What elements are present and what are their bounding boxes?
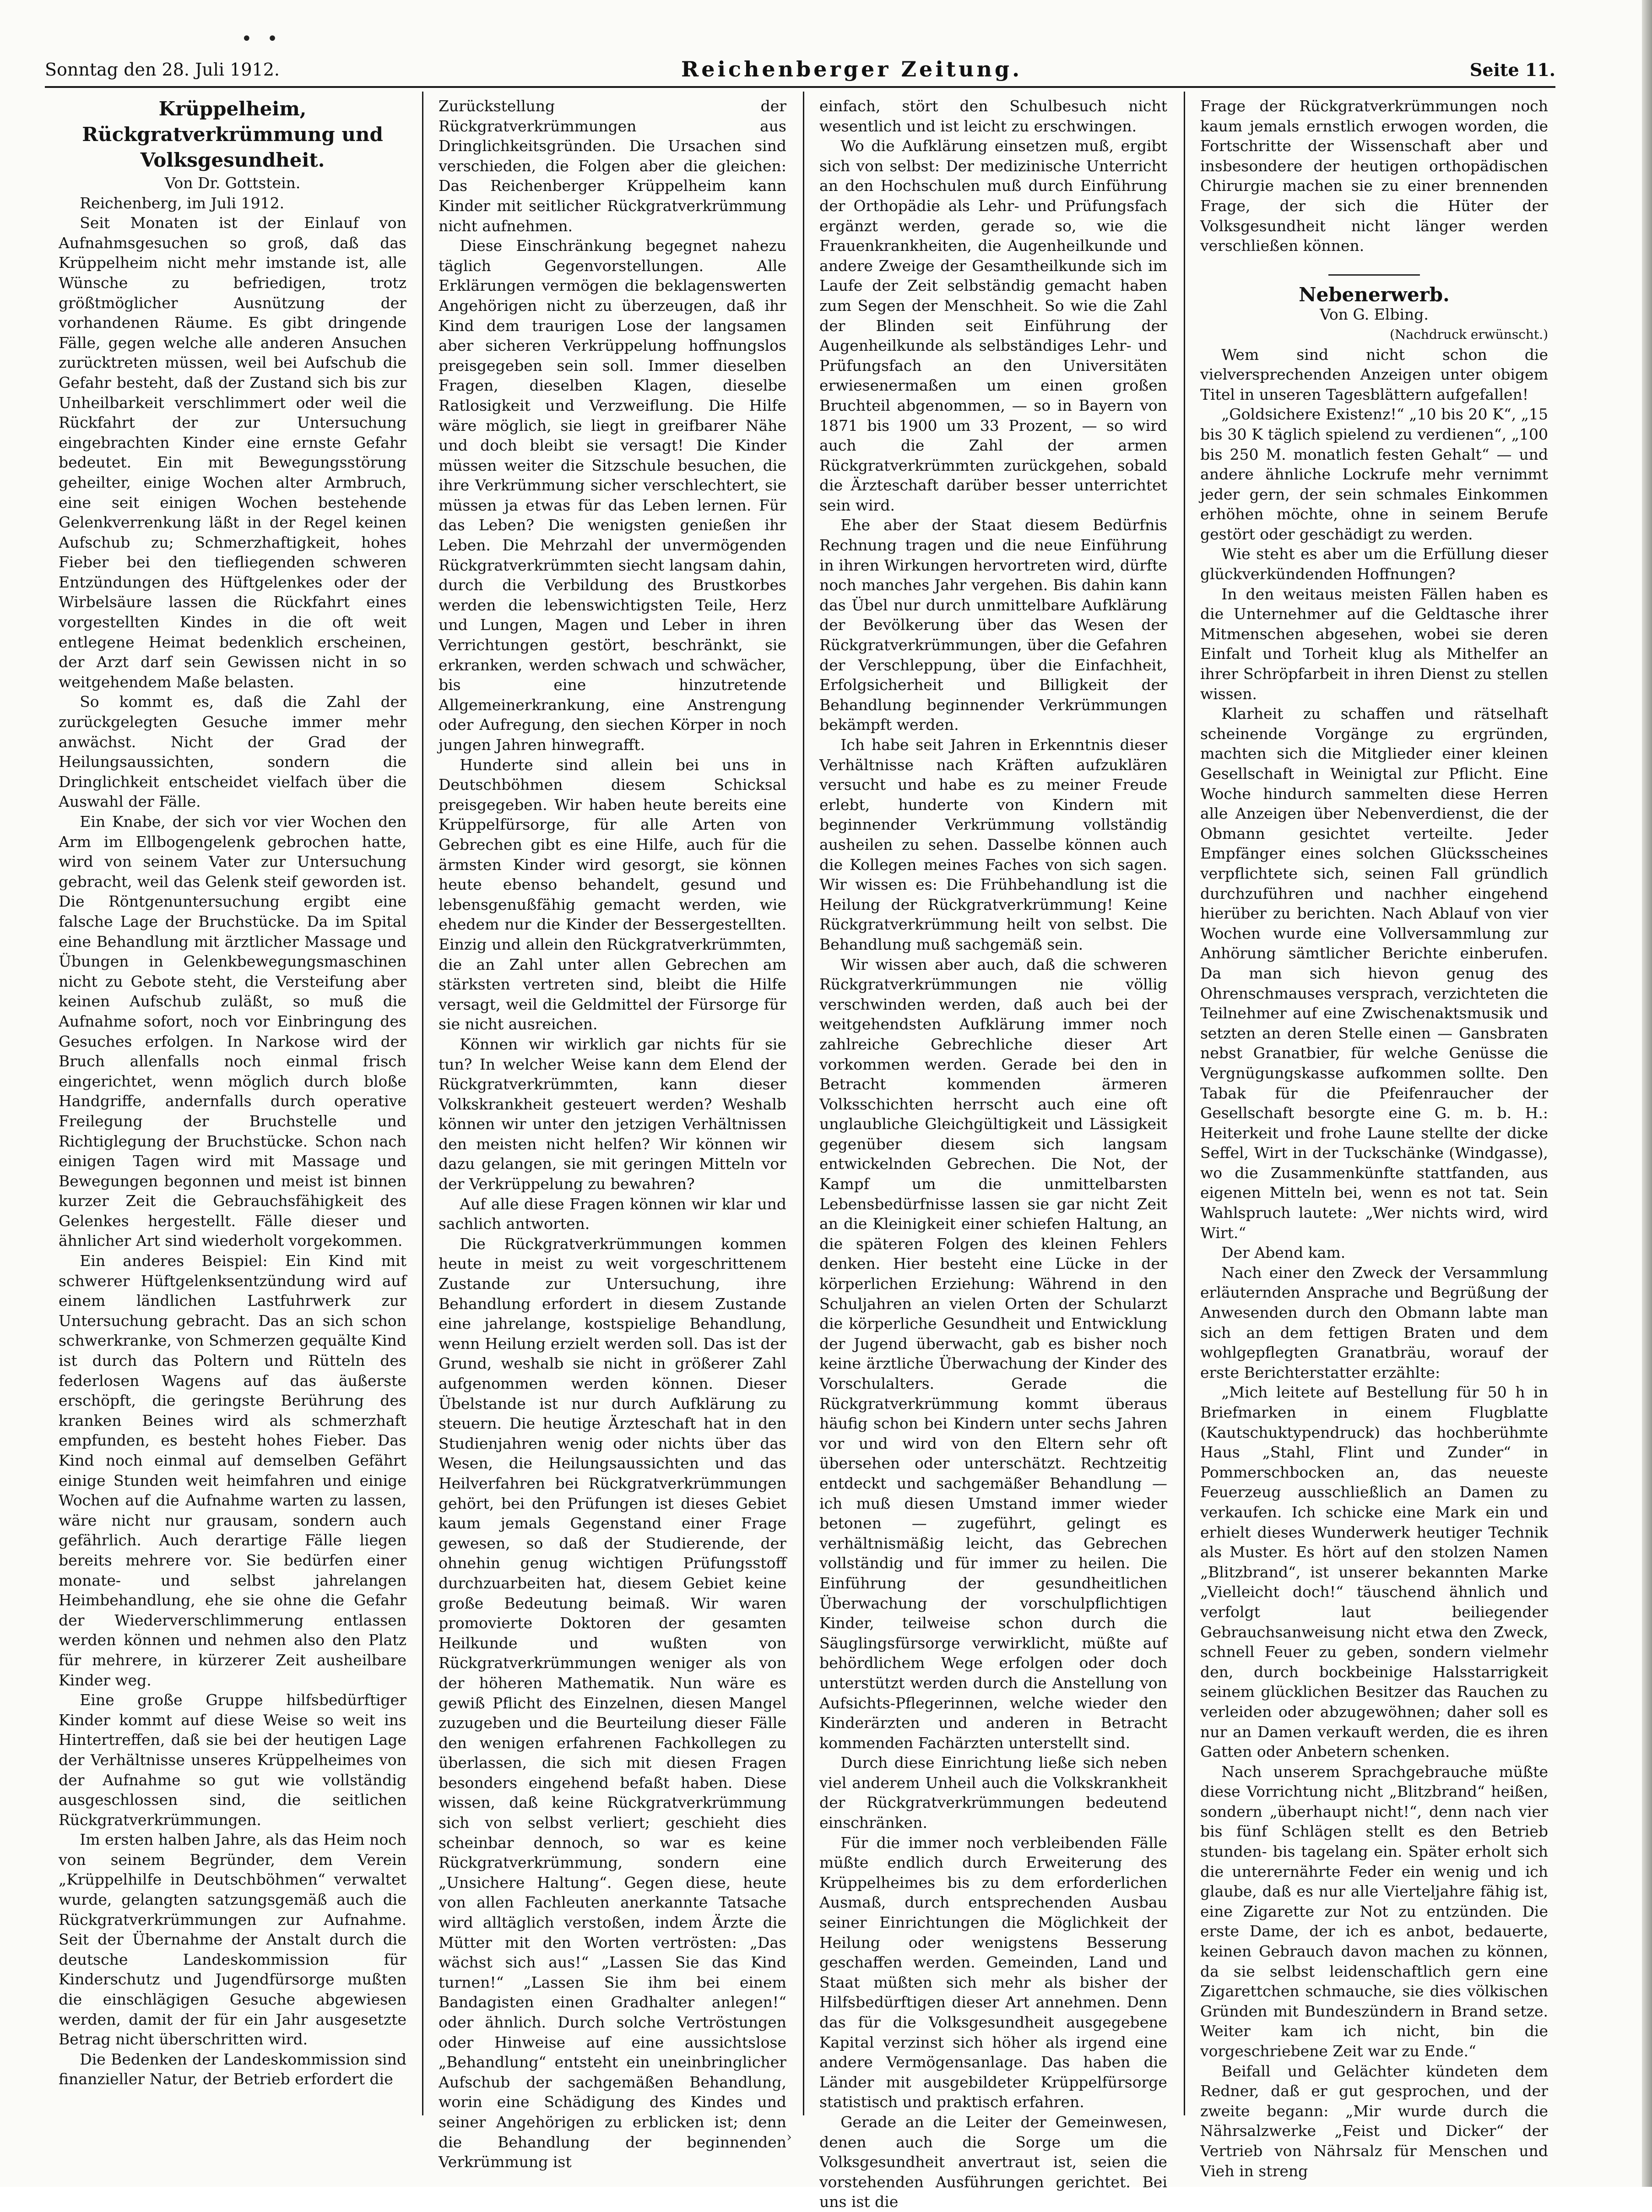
newspaper-name: Reichenberger Zeitung.: [681, 57, 1023, 82]
paragraph: Klarheit zu schaffen und rätselhaft scheinende Vorgänge zu ergründen, machten sich die Mitglieder einer kleinen Gesellschaft in Weinigtal zur Pflicht. Eine Woche hindurch sammelten diese Herren alle Anzeigen über Nebenverdienst, die der Obmann gesichtet verteilte. Jeder Empfänger eines solchen Glücksscheines verpflichtete sich, seinen Fall gründlich durchzuführen und nachher eingehend hierüber zu berichten. Nach Ablauf von vier Wochen wurde eine Vollversammlung zur Anhörung sämtlicher Berichte einberufen. Da man sich hievon genug des Ohrenschmauses versprach, verzichteten die Teilnehmer auf eine Zwischenaktsmusik und setzten an deren Stelle einen — Gansbraten nebst Granatbier, für welche Genüsse die Vergnügungskasse aufkommen sollte. Den Tabak für die Pfeifenraucher der Gesellschaft besorgte eine G. m. b. H.: Heiterkeit und frohe Laune stellte der dicke Seffel, Wirt in der Tuckschänke (Windgasse), wo die Zusammenkünfte stattfanden, aus eigenen Mitteln bei, wenn es not tat. Sein Wahlspruch lautete: „Wer nichts wird, wird Wirt.“: [1200, 705, 1548, 1242]
paragraph: „Goldsichere Existenz!“ „10 bis 20 K“, „15 bis 30 K täglich spielend zu verdienen“, „100 bis 250 M. monatlich festen Gehalt“ — und andere ähnliche Lockrufe mehr vernimmt jeder gern, der sein schmales Einkommen erhöhen möchte, ohne in seinem Berufe gestört oder geschädigt zu werden.: [1200, 405, 1548, 543]
masthead-rule: [45, 86, 1555, 88]
paragraph: In den weitaus meisten Fällen haben es die Unternehmer auf die Geldtasche ihrer Mitmenschen abgesehen, wobei sie deren Einfalt und Torheit klug als Mithelfer an ihrer Schröpfarbeit in ihren Dienst zu stellen wissen.: [1200, 585, 1548, 703]
paragraph: Ein anderes Beispiel: Ein Kind mit schwerer Hüftgelenksentzündung wird auf einem ländlichen Lastfuhrwerk zur Untersuchung gebracht. Das an sich schon schwerkranke, von Schmerzen gequälte Kind ist durch das Poltern und Rütteln des federlosen Wagens auf das äußerste erschöpft, die geringste Berührung des kranken Beines wird als schmerzhaft empfunden, es besteht hohes Fieber. Das Kind noch einmal auf demselben Gefährt einige Stunden weit heimfahren und einige Wochen auf die Aufnahme warten zu lassen, wäre nicht nur grausam, sondern auch gefährlich. Auch derartige Fälle liegen bereits mehrere vor. Sie bedürfen einer monate- und selbst jahrelangen Heimbehandlung, ehe sie ohne die Gefahr der Wiederverschlimmerung entlassen werden können und nehmen also den Platz für mehrere, in kürzerer Zeit ausheilbare Kinder weg.: [59, 1252, 406, 1689]
page-number: Seite 11.: [1469, 60, 1555, 80]
column-rule-3: [1184, 92, 1185, 2115]
paragraph: Ehe aber der Staat diesem Bedürfnis Rechnung tragen und die neue Einführung in ihren Wirkungen hervortreten wird, dürfte noch manches Jahr vergehen. Bis dahin kann das Übel nur durch unmittelbare Aufklärung der Bevölkerung über das Wesen der Rückgratverkrümmungen, über die Gefahren der Verschleppung, über die Einfachheit, Erfolgsicherheit und Billigkeit der Behandlung beginnender Verkrümmungen bekämpft werden.: [819, 516, 1167, 734]
paragraph: Frage der Rückgratverkrümmungen noch kaum jemals ernstlich erwogen worden, die Fortschritte der Wissenschaft aber und insbesondere der heutigen orthopädischen Chirurgie machen sie zu einer brennenden Frage, der sich die Hüter der Volksgesundheit nicht länger werden verschließen können.: [1200, 97, 1548, 255]
paragraph: Auf alle diese Fragen können wir klar und sachlich antworten.: [439, 1195, 786, 1233]
article-headline: Krüppelheim, Rückgratverkrümmung und Volksgesundheit.: [82, 98, 383, 171]
paragraph: Durch diese Einrichtung ließe sich neben viel anderem Unheil auch die Volkskrankheit der Rückgratverkrümmungen bedeutend einschränken.: [819, 1754, 1167, 1832]
column-1: [59, 96, 406, 2129]
scan-dots: • •: [241, 28, 282, 49]
paragraph: Nach unserem Sprachgebrauche müßte diese Vorrichtung nicht „Blitzbrand“ heißen, sondern „überhaupt nicht!“, denn nach vier bis fünf Schlägen stellt es den Betrieb stunden- bis tagelang ein. Später erholt sich die unterernährte Feder ein wenig und ich glaube, daß es nur alle Vierteljahre fähig ist, eine Zigarette zur Not zu entzünden. Die erste Dame, der ich es anbot, bedauerte, keinen Gebrauch davon machen zu können, da sie selbst leidenschaftlich gern eine Zigarettchen schmauche, sie dies völkischen Gründen mit Bundeszündern in Brand setze. Weiter kam ich nicht, bin die vorgeschriebene Zeit war zu Ende.“: [1200, 1762, 1548, 2060]
paragraph: Hunderte sind allein bei uns in Deutschböhmen diesem Schicksal preisgegeben. Wir haben heute bereits eine Krüppelfürsorge, für alle Arten von Gebrechen gibt es eine Hilfe, auch für die ärmsten Kinder wird gesorgt, sie können heute ebenso behandelt, gesund und lebensgenußfähig gemacht werden, wie ehedem nur die Kinder der Bessergestellten. Einzig und allein den Rückgratverkrümmten, die an Zahl unter allen Gebrechen am stärksten vertreten sind, bleibt die Hilfe versagt, weil die Geldmittel der Fürsorge für sie nicht ausreichen.: [439, 755, 786, 1033]
paragraph: Nach einer den Zweck der Versammlung erläuternden Ansprache und Begrüßung der Anwesenden durch den Obmann labte man sich an dem fettigen Braten und dem wohlgepflegten Granatbräu, worauf der erste Berichterstatter erzählte:: [1200, 1263, 1548, 1381]
article-dateline: Reichenberg, im Juli 1912.: [80, 194, 285, 212]
paragraph: Wem sind nicht schon die vielversprechenden Anzeigen unter obigem Titel in unseren Tagesblättern aufgefallen!: [1200, 345, 1548, 403]
paragraph: Wo die Aufklärung einsetzen muß, ergibt sich von selbst: Der medizinische Unterricht an den Hochschulen muß durch Einführung der Orthopädie als Lehr- und Prüfungsfach ergänzt werden, gerade so, wie die Frauenkrankheiten, die Augenheilkunde und andere Zweige der Gesamtheilkunde sich im Laufe der Zeit selbständig gemacht haben zum Segen der Menschheit. So wie die Zahl der Blinden seit Einführung der Augenheilkunde als selbständiges Lehr- und Prüfungsfach an den Universitäten erwiesenermaßen um einen großen Bruchteil abgenommen, — so in Bayern von 1871 bis 1900 um 33 Prozent, — so wird auch die Zahl der armen Rückgratverkrümmten zurückgehen, sobald die Ärzteschaft darüber besser unterrichtet sein wird.: [819, 137, 1167, 514]
paragraph: Diese Einschränkung begegnet nahezu täglich Gegenvorstellungen. Alle Erklärungen vermögen die beklagenswerten Angehörigen nicht zu überzeugen, daß ihr Kind dem traurigen Lose der langsamen aber sicheren Verkrüppelung hoffnungslos preisgegeben sein soll. Immer dieselben Fragen, dieselben Klagen, dieselbe Ratlosigkeit und Verzweiflung. Die Hilfe wäre möglich, sie liegt in greifbarer Nähe und doch bleibt sie versagt! Die Kinder müssen weiter die Sitzschule besuchen, die ihre Verkrümmung sicher verschlechtert, sie müssen ja etwas für das Leben lernen. Für das Leben? Die wenigsten genießen ihr Leben. Die Mehrzahl der unvermögenden Rückgratverkrümmten siecht langsam dahin, durch die Verbildung des Brustkorbes werden die lebenswichtigsten Teile, Herz und Lungen, Magen und Leber in ihren Verrichtungen gestört, beschränkt, sie erkranken, werden schwach und schwächer, bis eine hinzutretende Allgemeinerkrankung, eine Anstrengung oder Aufregung, den siechen Körper in noch jungen Jahren hinwegrafft.: [439, 237, 786, 754]
column-rule-2: [803, 92, 804, 2115]
reprint-note: (Nachdruck erwünscht.): [1390, 326, 1548, 342]
article2-title: Nebenerwerb.: [1299, 283, 1450, 306]
paragraph: So kommt es, daß die Zahl der zurückgelegten Gesuche immer mehr anwächst. Nicht der Grad der Heilungsaussichten, sondern die Dringlichkeit entscheidet vielfach über die Auswahl der Fälle.: [59, 693, 406, 811]
paragraph: Für die immer noch verbleibenden Fälle müßte endlich durch Erweiterung des Krüppelheimes bis zu dem erforderlichen Ausmaß, durch entsprechenden Ausbau seiner Einrichtungen die Möglichkeit der Heilung oder wenigstens Besserung geschaffen werden. Gemeinden, Land und Staat müßten sich mehr als bisher der Hilfsbedürftigen dieser Art annehmen. Denn das für die Volksgesundheit ausgegebene Kapital verzinst sich höher als irgend eine andere Vermögensanlage. Das haben die Länder mit ausgebildeter Krüppelfürsorge statistisch und praktisch erfahren.: [819, 1833, 1167, 2111]
paragraph: Ein Knabe, der sich vor vier Wochen den Arm im Ellbogengelenk gebrochen hatte, wird von seinem Vater zur Untersuchung gebracht, weil das Gelenk steif geworden ist. Die Röntgenuntersuchung ergibt eine falsche Lage der Bruchstücke. Da im Spital eine Behandlung mit ärztlicher Massage und Übungen in Gelenkbewegungsmaschinen nicht zu Gebote steht, die Versteifung aber keinen Aufschub zuläßt, so muß die Aufnahme sofort, noch vor Einbringung des Gesuches erfolgen. In Narkose wird der Bruch allenfalls noch einmal frisch eingerichtet, wenn möglich durch bloße Handgriffe, andernfalls durch operative Freilegung der Bruchstelle und Richtiglegung der Bruchstücke. Schon nach einigen Tagen wird mit Massage und Bewegungen begonnen und meist ist binnen kurzer Zeit die Gebrauchsfähigkeit des Gelenkes hergestellt. Fälle dieser und ähnlicher Art sind wiederholt vorgekommen.: [59, 813, 406, 1250]
column-3: [819, 96, 1167, 2211]
page-mark: ›: [786, 2129, 792, 2145]
paragraph: einfach, stört den Schulbesuch nicht wesentlich und ist leicht zu erschwingen.: [819, 97, 1167, 135]
article-divider: [1328, 274, 1420, 276]
article-byline: Von Dr. Gottstein.: [164, 174, 301, 192]
issue-date: Sonntag den 28. Juli 1912.: [45, 60, 280, 80]
paragraph: Können wir wirklich gar nichts für sie tun? In welcher Weise kann dem Elend der Rückgratverkrümmten, kann dieser Volkskrankheit gesteuert werden? Weshalb können wir unter den jetzigen Verhältnissen den meisten nicht helfen? Wir können wir dazu gelangen, sie mit geringen Mitteln vor der Verkrüppelung zu bewahren?: [439, 1035, 786, 1193]
paragraph: Die Rückgratverkrümmungen kommen heute in meist zu weit vorgeschrittenem Zustande zur Untersuchung, ihre Behandlung erfordert in diesem Zustande eine jahrelange, kostspielige Behandlung, wenn Heilung erzielt werden soll. Das ist der Grund, weshalb sie nicht in größerer Zahl aufgenommen werden können. Dieser Übelstande ist nur durch Aufklärung zu steuern. Die heutige Ärzteschaft hat in den Studienjahren wenig oder nichts über das Wesen, die Heilungsaussichten und das Heilverfahren bei Rückgratverkrümmungen gehört, bei den Prüfungen ist dieses Gebiet kaum jemals Gegenstand einer Frage gewesen, so daß der Studierende, der ohnehin genug wichtigen Prüfungsstoff durchzuarbeiten hat, diesem Gebiet keine große Bedeutung beimaß. Wir waren promovierte Doktoren der gesamten Heilkunde und wußten von Rückgratverkrümmungen weniger als von der höheren Mathematik. Nun wäre es gewiß Pflicht des Einzelnen, diesen Mangel zuzugeben und die Beurteilung dieser Fälle den wenigen erfahrenen Fachkollegen zu überlassen, die sich mit diesen Fragen besonders eingehend befaßt haben. Diese wissen, daß keine Rückgratverkrümmung sich von selbst verliert; geschieht dies scheinbar dennoch, so war es keine Rückgratverkrümmung, sondern eine „Unsichere Haltung“. Gegen diese, heute von allen Fachleuten anerkannte Tatsache wird alltäglich verstoßen, indem Ärzte die Mütter mit den Worten vertrösten: „Das wächst sich aus!“ „Lassen Sie das Kind turnen!“ „Lassen Sie ihm bei einem Bandagisten einen Gradhalter anlegen!“ oder ähnlich. Durch solche Vertröstungen oder Hinweise auf eine aussichtslose „Behandlung“ entsteht ein uneinbringlicher Aufschub der sachgemäßen Behandlung, worin eine Schädigung des Kindes und seiner Angehörigen zu erblicken ist; denn die Behandlung der beginnenden Verkrümmung ist: [439, 1234, 786, 2171]
paragraph: Der Abend kam.: [1221, 1244, 1346, 1262]
article2-byline: Von G. Elbing.: [1320, 305, 1429, 324]
paragraph: „Mich leitete auf Bestellung für 50 h in Briefmarken in einem Flugblatte (Kautschuktypendruck) das hochberühmte Haus „Stahl, Flint und Zunder“ in Pommerschbocken an, das neueste Feuerzeug ausschließlich an Damen zu verkaufen. Ich schicke eine Mark ein und erhielt dieses Wunderwerk heutiger Technik als Muster. Es hört auf den stolzen Namen „Blitzbrand“, ist unserer bekannten Marke „Vielleicht doch!“ täuschend ähnlich und verfolgt laut beiliegender Gebrauchsanweisung nicht etwa den Zweck, schnell Feuer zu geben, sondern vielmehr den, durch bockbeinige Halsstarrigkeit seinem glücklichen Besitzer das Rauchen zu verleiden oder abzugewöhnen; daher soll es nur an Damen verkauft werden, die es ihren Gatten oder Anbetern schenken.: [1200, 1383, 1548, 1761]
column-4: [1200, 96, 1548, 2180]
scan-edge: [1642, 0, 1652, 2187]
paragraph: Gerade an die Leiter der Gemeinwesen, denen auch die Sorge um die Volksgesundheit anvertraut ist, seien die vorstehenden Ausführungen gerichtet. Bei uns ist die: [819, 2113, 1167, 2211]
paragraph: Wie steht es aber um die Erfüllung dieser glückverkündenden Hoffnungen?: [1200, 545, 1548, 583]
paragraph: Die Bedenken der Landeskommission sind finanzieller Natur, der Betrieb erfordert die: [59, 2050, 406, 2088]
paragraph: Zurückstellung der Rückgratverkrümmungen aus Dringlichkeitsgründen. Die Ursachen sind verschieden, die Folgen aber die gleichen: Das Reichenberger Krüppelheim kann Kinder mit seitlicher Rückgratverkrümmung nicht aufnehmen.: [439, 97, 786, 235]
paragraph: Im ersten halben Jahre, als das Heim noch von seinem Begründer, dem Verein „Krüppelhilfe in Deutschböhmen“ verwaltet wurde, gelangten satzungsgemäß auch die Rückgratverkrümmungen zur Aufnahme. Seit der Übernahme der Anstalt durch die deutsche Landeskommission für Kinderschutz und Jugendfürsorge mußten die einschlägigen Gesuche abgewiesen werden, damit der für ein Jahr ausgesetzte Betrag nicht überschritten wird.: [59, 1831, 406, 2049]
masthead: [45, 54, 1555, 86]
paragraph: Eine große Gruppe hilfsbedürftiger Kinder kommt auf diese Weise so weit ins Hintertreffen, daß sie bei der heutigen Lage der Verhältnisse unseres Krüppelheimes von der Aufnahme so gut wie vollständig ausgeschlossen sind, die seitlichen Rückgratverkrümmungen.: [59, 1691, 406, 1829]
paragraph: Wir wissen aber auch, daß die schweren Rückgratverkrümmungen nie völlig verschwinden werden, daß auch bei der weitgehendsten Aufklärung immer noch zahlreiche Gebrechliche dieser Art vorkommen werden. Gerade bei den in Betracht kommenden ärmeren Volksschichten herrscht auch eine oft unglaubliche Gleichgültigkeit und Lässigkeit gegenüber diesem sich langsam entwickelnden Gebrechen. Die Not, der Kampf um die unmittelbarsten Lebensbedürfnisse lassen sie gar nicht Zeit an die Kleinigkeit einer schiefen Haltung, an die späteren Folgen des kleinen Fehlers denken. Hier besteht eine Lücke in der körperlichen Erziehung: Während in den Schuljahren an vielen Orten der Schularzt die körperliche Gesundheit und Entwicklung der Jugend überwacht, gab es bisher noch keine ärztliche Überwachung der Kinder des Vorschulalters. Gerade die Rückgratverkrümmung kommt überaus häufig schon bei Kindern unter sechs Jahren vor und wird von den Eltern sehr oft übersehen oder unterschätzt. Rechtzeitig entdeckt und sachgemäßer Behandlung — ich muß diesen Umstand immer wieder betonen — zugeführt, gelingt es verhältnismäßig leicht, das Gebrechen vollständig und für immer zu heilen. Die Einführung der gesundheitlichen Überwachung der vorschulpflichtigen Kinder, teilweise schon durch die Säuglingsfürsorge verwirklicht, müßte auf behördlichem Wege erfolgen oder doch unterstützt werden durch die Anstellung von Aufsichts-Pflegerinnen, welche wieder den Kinderärzten und anderen in Betracht kommenden Fachärzten unterstellt sind.: [819, 955, 1167, 1752]
column-rule-1: [422, 92, 423, 2115]
paragraph: Ich habe seit Jahren in Erkenntnis dieser Verhältnisse nach Kräften aufzuklären versucht und habe es zu meiner Freude erlebt, hunderte von Kindern mit beginnender Verkrümmung vollständig ausheilen zu sehen. Dasselbe können auch die Kollegen meines Faches von sich sagen. Wir wissen es: Die Frühbehandlung ist die Heilung der Rückgratverkrümmung! Keine Rückgratverkrümmung heilt von selbst. Die Behandlung muß sachgemäß sein.: [819, 736, 1167, 953]
paragraph: Beifall und Gelächter kündeten dem Redner, daß er gut gesprochen, und der zweite begann: „Mir wurde durch die Nährsalzwerke „Feist und Dicker“ der Vertrieb von Nährsalz für Menschen und Vieh in streng: [1200, 2062, 1548, 2180]
paragraph: Seit Monaten ist der Einlauf von Aufnahmsgesuchen so groß, daß das Krüppelheim nicht mehr imstande ist, alle Wünsche zu befriedigen, trotz größtmöglicher Ausnützung der vorhandenen Räume. Es gibt dringende Fälle, gegen welche alle anderen Ansuchen zurücktreten müssen, weil bei Aufschub die Gefahr besteht, daß der Zustand sich bis zur Unheilbarkeit verschlimmert oder weil die Rückfahrt der zur Untersuchung eingebrachten Kinder eine ernste Gefahr bedeutet. Ein mit Bewegungsstörung geheilter, einige Wochen alter Armbruch, eine seit einigen Wochen bestehende Gelenkverrenkung läßt in der Regel keinen Aufschub zu; Schmerzhaftigkeit, hohes Fieber bei den tiefliegenden schweren Entzündungen des Hüftgelenkes oder der Wirbelsäure lassen die Rückfahrt eines vorgestellten Kindes in die oft weit entlegene Heimat bedenklich erscheinen, der Arzt darf sein Gewissen nicht in so weitgehendem Maße belasten.: [59, 214, 406, 691]
column-2: [439, 96, 786, 2171]
